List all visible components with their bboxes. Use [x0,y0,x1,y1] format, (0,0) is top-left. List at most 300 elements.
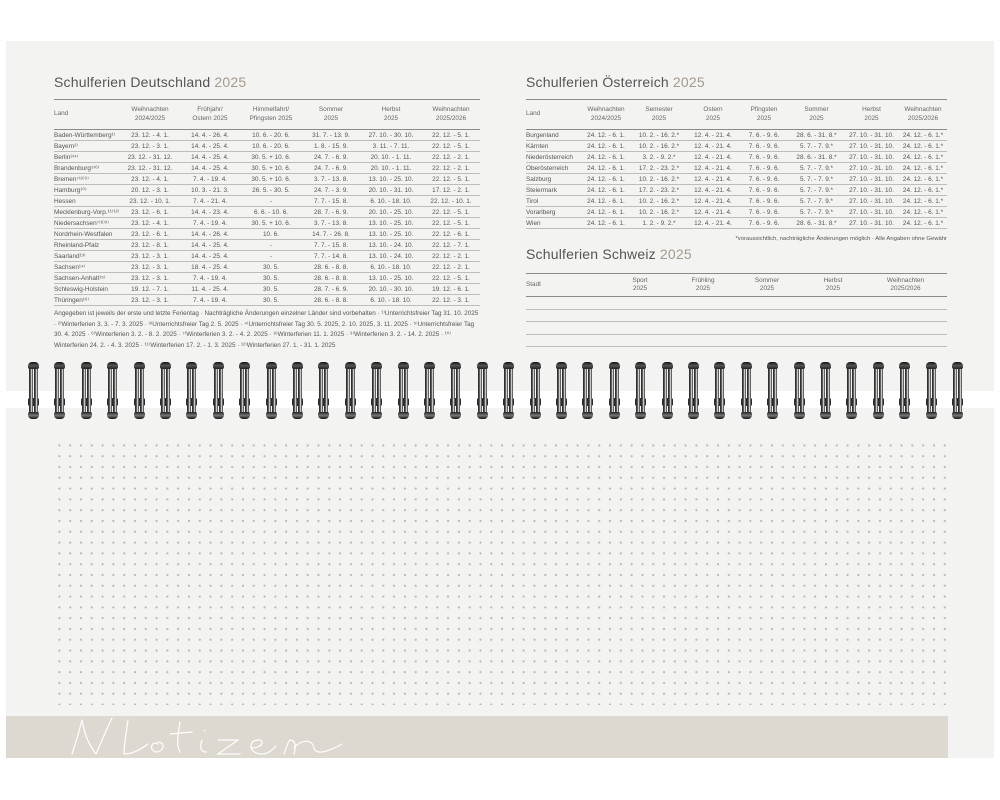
austria-date-cell: 27. 10. - 31. 10. [844,152,899,163]
switzerland-holiday-table [526,273,947,347]
austria-header-cell: Weihnachten 2024/2025 [581,100,631,130]
switzerland-empty-cell [606,297,674,310]
binding-ring [291,362,304,420]
austria-title-text: Schulferien Österreich [526,74,669,90]
binding-ring [951,362,964,420]
austria-date-cell: 5. 7. - 7. 9.* [789,163,844,174]
switzerland-empty-cell [802,297,864,310]
austria-date-cell: 10. 2. - 16. 2.* [631,207,687,218]
germany-region-cell: Sachsen¹⁴⁾ [54,262,120,273]
austria-table-row [526,163,947,174]
austria-date-cell: 28. 6. - 31. 8.* [789,152,844,163]
notizen-script-lettering [62,714,362,758]
austria-table-row [526,174,947,185]
germany-region-cell: Bayern²⁾ [54,141,120,152]
austria-date-cell: 10. 2. - 16. 2.* [631,174,687,185]
germany-date-cell: 28. 6. - 8. 8. [302,295,360,306]
germany-date-cell: 30. 5. [240,262,302,273]
binding-ring [740,362,753,420]
germany-date-cell: 19. 12. - 7. 1. [120,284,180,295]
austria-date-cell: 7. 6. - 9. 6. [739,163,789,174]
germany-date-cell: 22. 12. - 5. 1. [422,207,480,218]
germany-date-cell: 7. 7. - 15. 8. [302,196,360,207]
switzerland-empty-cell [864,334,947,347]
binding-ring [581,362,594,420]
switzerland-title [526,246,692,262]
germany-header-cell: Herbst 2025 [360,100,422,130]
austria-date-cell: 10. 2. - 16. 2.* [631,196,687,207]
austria-date-cell: 27. 10. - 31. 10. [844,174,899,185]
austria-date-cell: 24. 12. - 6. 1. [581,196,631,207]
germany-date-cell: 28. 6. - 8. 8. [302,262,360,273]
austria-date-cell: 3. 2. - 9. 2.* [631,152,687,163]
germany-date-cell: 14. 4. - 25. 4. [180,240,240,251]
germany-date-cell: 23. 12. - 4. 1. [120,218,180,229]
germany-date-cell: 28. 6. - 8. 8. [302,273,360,284]
germany-date-cell: 7. 4. - 19. 4. [180,174,240,185]
austria-date-cell: 12. 4. - 21. 4. [687,152,739,163]
switzerland-empty-cell [732,322,802,335]
spiral-binding [0,362,1000,420]
germany-date-cell: 23. 12. - 31. 12. [120,152,180,163]
germany-date-cell: 30. 5. [240,284,302,295]
germany-date-cell: 22. 12. - 5. 1. [422,273,480,284]
germany-date-cell: 17. 12. - 2. 1. [422,185,480,196]
austria-date-cell: 24. 12. - 6. 1.* [899,185,947,196]
germany-region-cell: Niedersachsen⁷⁾⁸⁾⁹⁾ [54,218,120,229]
germany-table-row [54,273,480,284]
germany-date-cell: 14. 4. - 25. 4. [180,251,240,262]
germany-region-cell: Rheinland-Pfalz [54,240,120,251]
germany-date-cell: 23. 12. - 3. 1. [120,273,180,284]
germany-date-cell: 14. 4. - 23. 4. [180,207,240,218]
binding-ring [238,362,251,420]
austria-date-cell: 7. 6. - 9. 6. [739,152,789,163]
germany-table-row [54,284,480,295]
binding-ring [555,362,568,420]
austria-date-cell: 24. 12. - 6. 1. [581,174,631,185]
germany-region-cell: Schleswig-Holstein [54,284,120,295]
germany-date-cell: 14. 4. - 25. 4. [180,152,240,163]
austria-date-cell: 17. 2. - 23. 2.* [631,185,687,196]
binding-ring [793,362,806,420]
switzerland-empty-cell [864,322,947,335]
germany-date-cell: 13. 10. - 25. 10. [360,218,422,229]
switzerland-empty-cell [864,309,947,322]
binding-ring [661,362,674,420]
germany-date-cell: 20. 12. - 3. 1. [120,185,180,196]
switzerland-empty-cell [674,334,732,347]
switzerland-header-cell: Weihnachten 2025/2026 [864,274,947,297]
austria-date-cell: 5. 7. - 7. 9.* [789,207,844,218]
austria-date-cell: 24. 12. - 6. 1.* [899,218,947,229]
germany-date-cell: 18. 4. - 25. 4. [180,262,240,273]
switzerland-empty-cell [864,297,947,310]
austria-date-cell: 24. 12. - 6. 1. [581,207,631,218]
dot-grid [54,440,954,705]
germany-date-cell: 3. 11. - 7. 11. [360,141,422,152]
germany-date-cell: 14. 4. - 26. 4. [180,229,240,240]
austria-date-cell: 27. 10. - 31. 10. [844,185,899,196]
holiday-page [6,41,994,391]
binding-ring [133,362,146,420]
germany-table-row [54,295,480,306]
germany-date-cell: 30. 5. [240,273,302,284]
germany-date-cell: 13. 10. - 24. 10. [360,240,422,251]
germany-date-cell: 31. 7. - 13. 9. [302,130,360,141]
switzerland-empty-cell [674,297,732,310]
austria-date-cell: 10. 2. - 16. 2.* [631,130,687,141]
austria-header-cell: Pfingsten 2025 [739,100,789,130]
austria-date-cell: 24. 12. - 6. 1.* [899,130,947,141]
austria-region-cell: Steiermark [526,185,581,196]
austria-date-cell: 7. 6. - 9. 6. [739,218,789,229]
germany-date-cell: 11. 4. - 25. 4. [180,284,240,295]
germany-date-cell: 22. 12. - 5. 1. [422,130,480,141]
binding-ring [449,362,462,420]
germany-date-cell: 14. 7. - 26. 8. [302,229,360,240]
germany-table-row [54,240,480,251]
switzerland-header-cell: Herbst 2025 [802,274,864,297]
binding-ring [713,362,726,420]
austria-date-cell: 24. 12. - 6. 1.* [899,152,947,163]
austria-header-cell: Weihnachten 2025/2026 [899,100,947,130]
germany-date-cell: 28. 7. - 6. 9. [302,207,360,218]
binding-ring [687,362,700,420]
germany-date-cell: 20. 10. - 25. 10. [360,207,422,218]
austria-date-cell: 7. 6. - 9. 6. [739,174,789,185]
germany-table-row [54,163,480,174]
austria-header-cell: Semester 2025 [631,100,687,130]
germany-date-cell: - [240,196,302,207]
germany-region-cell: Berlin³⁾⁴⁾ [54,152,120,163]
austria-date-cell: 28. 6. - 31. 8.* [789,218,844,229]
germany-region-cell: Saarland¹³⁾ [54,251,120,262]
austria-table-header [526,100,947,130]
austria-date-cell: 24. 12. - 6. 1.* [899,174,947,185]
germany-date-cell: 20. 10. - 30. 10. [360,284,422,295]
binding-ring [344,362,357,420]
germany-date-cell: 22. 12. - 2. 1. [422,262,480,273]
binding-ring [159,362,172,420]
switzerland-empty-cell [606,334,674,347]
austria-date-cell: 7. 6. - 9. 6. [739,196,789,207]
austria-title [526,74,705,90]
austria-table-row [526,185,947,196]
binding-ring [476,362,489,420]
germany-table-row [54,196,480,207]
austria-table-row [526,196,947,207]
germany-header-cell: Himmelfahrt/ Pfingsten 2025 [240,100,302,130]
germany-table-row [54,174,480,185]
germany-date-cell: 28. 7. - 6. 9. [302,284,360,295]
germany-region-cell: Baden-Württemberg¹⁾ [54,130,120,141]
austria-date-cell: 1. 2. - 9. 2.* [631,218,687,229]
notes-page [6,408,994,758]
germany-title [54,74,246,90]
switzerland-empty-cell [802,322,864,335]
austria-header-cell: Sommer 2025 [789,100,844,130]
germany-date-cell: 10. 6. - 20. 6. [240,141,302,152]
germany-date-cell: 7. 4. - 19. 4. [180,273,240,284]
switzerland-empty-cell [526,334,606,347]
germany-date-cell: 23. 12. - 8. 1. [120,240,180,251]
binding-ring [212,362,225,420]
switzerland-empty-cell [732,334,802,347]
austria-date-cell: 7. 6. - 9. 6. [739,207,789,218]
germany-date-cell: 30. 5. + 10. 6. [240,152,302,163]
germany-header-cell: Land [54,100,120,130]
austria-header-cell: Ostern 2025 [687,100,739,130]
germany-date-cell: 30. 5. + 10. 6. [240,218,302,229]
germany-date-cell: 22. 12. - 3. 1. [422,295,480,306]
austria-region-cell: Wien [526,218,581,229]
switzerland-empty-cell [526,309,606,322]
germany-table-row [54,141,480,152]
germany-date-cell: 23. 12. - 6. 1. [120,207,180,218]
austria-region-cell: Vorarlberg [526,207,581,218]
austria-date-cell: 5. 7. - 7. 9.* [789,185,844,196]
germany-date-cell: 20. 10. - 31. 10. [360,185,422,196]
germany-date-cell: 24. 7. - 6. 9. [302,163,360,174]
germany-header-cell: Weihnachten 2024/2025 [120,100,180,130]
switzerland-empty-cell [526,322,606,335]
germany-date-cell: 3. 7. - 13. 8. [302,174,360,185]
germany-date-cell: 3. 7. - 13. 8. [302,218,360,229]
binding-ring [766,362,779,420]
germany-date-cell: 27. 10. - 30. 10. [360,130,422,141]
switzerland-table-row [526,297,947,310]
austria-region-cell: Tirol [526,196,581,207]
germany-date-cell: 22. 12. - 2. 1. [422,251,480,262]
binding-ring [502,362,515,420]
germany-table-row [54,207,480,218]
austria-date-cell: 12. 4. - 21. 4. [687,130,739,141]
germany-date-cell: 7. 4. - 21. 4. [180,196,240,207]
germany-date-cell: 20. 10. - 1. 11. [360,152,422,163]
austria-date-cell: 17. 2. - 23. 2.* [631,163,687,174]
germany-date-cell: 13. 10. - 24. 10. [360,251,422,262]
binding-ring [185,362,198,420]
switzerland-empty-cell [606,322,674,335]
austria-date-cell: 24. 12. - 6. 1.* [899,207,947,218]
binding-ring [925,362,938,420]
germany-date-cell: 14. 4. - 25. 4. [180,163,240,174]
austria-date-cell: 24. 12. - 6. 1. [581,218,631,229]
germany-date-cell: - [240,251,302,262]
austria-table-row [526,152,947,163]
switzerland-table-row [526,334,947,347]
austria-date-cell: 27. 10. - 31. 10. [844,218,899,229]
switzerland-table-row [526,322,947,335]
switzerland-header-cell: Sport 2025 [606,274,674,297]
austria-date-cell: 24. 12. - 6. 1. [581,130,631,141]
austria-date-cell: 12. 4. - 21. 4. [687,174,739,185]
germany-date-cell: 10. 6. - 20. 6. [240,130,302,141]
germany-date-cell: 7. 4. - 19. 4. [180,218,240,229]
germany-date-cell: 7. 7. - 14. 8. [302,251,360,262]
binding-ring [634,362,647,420]
austria-date-cell: 24. 12. - 6. 1.* [899,196,947,207]
germany-region-cell: Brandenburg⁵⁾⁶⁾ [54,163,120,174]
germany-date-cell: 22. 12. - 10. 1. [422,196,480,207]
austria-date-cell: 12. 4. - 21. 4. [687,163,739,174]
germany-date-cell: 19. 12. - 6. 1. [422,284,480,295]
switzerland-empty-cell [606,309,674,322]
austria-date-cell: 5. 7. - 7. 9.* [789,196,844,207]
germany-region-cell: Thüringen¹⁶⁾ [54,295,120,306]
switzerland-header-cell: Frühling 2025 [674,274,732,297]
switzerland-title-year: 2025 [659,246,692,262]
germany-date-cell: 14. 4. - 25. 4. [180,141,240,152]
germany-header-cell: Sommer 2025 [302,100,360,130]
germany-date-cell: 22. 12. - 2. 1. [422,152,480,163]
germany-date-cell: 30. 5. + 10. 6. [240,174,302,185]
austria-date-cell: 7. 6. - 9. 6. [739,130,789,141]
austria-date-cell: 28. 6. - 31. 8.* [789,130,844,141]
switzerland-header-cell: Sommer 2025 [732,274,802,297]
germany-date-cell: 6. 10. - 18. 10. [360,295,422,306]
germany-title-text: Schulferien Deutschland [54,74,211,90]
switzerland-table-header [526,274,947,297]
germany-table-row [54,229,480,240]
germany-date-cell: 20. 10. - 1. 11. [360,163,422,174]
austria-date-cell: 12. 4. - 21. 4. [687,218,739,229]
austria-date-cell: 27. 10. - 31. 10. [844,163,899,174]
germany-region-cell: Hessen [54,196,120,207]
austria-date-cell: 27. 10. - 31. 10. [844,141,899,152]
germany-date-cell: 23. 12. - 31. 12. [120,163,180,174]
austria-date-cell: 27. 10. - 31. 10. [844,207,899,218]
germany-holiday-table [54,99,480,306]
switzerland-empty-cell [802,334,864,347]
binding-ring [53,362,66,420]
germany-region-cell: Bremen⁷⁾⁸⁾⁹⁾ [54,174,120,185]
germany-title-year: 2025 [214,74,247,90]
austria-date-cell: 24. 12. - 6. 1. [581,141,631,152]
switzerland-title-text: Schulferien Schweiz [526,246,656,262]
germany-date-cell: 1. 8. - 15. 9. [302,141,360,152]
germany-table-row [54,218,480,229]
binding-ring [529,362,542,420]
germany-date-cell: 24. 7. - 6. 9. [302,152,360,163]
binding-ring [317,362,330,420]
binding-ring [370,362,383,420]
germany-date-cell: 30. 5. [240,295,302,306]
germany-date-cell: 13. 10. - 25. 10. [360,273,422,284]
germany-region-cell: Nordrhein-Westfalen [54,229,120,240]
germany-date-cell: 23. 12. - 3. 1. [120,262,180,273]
austria-date-cell: 12. 4. - 21. 4. [687,141,739,152]
switzerland-empty-cell [526,297,606,310]
austria-region-cell: Oberösterreich [526,163,581,174]
austria-region-cell: Kärnten [526,141,581,152]
germany-table-row [54,130,480,141]
austria-title-year: 2025 [672,74,705,90]
austria-table-row [526,130,947,141]
binding-ring [423,362,436,420]
germany-date-cell: 22. 12. - 5. 1. [422,218,480,229]
switzerland-empty-cell [802,309,864,322]
germany-date-cell: 23. 12. - 3. 1. [120,141,180,152]
austria-date-cell: 12. 4. - 21. 4. [687,196,739,207]
germany-date-cell: 22. 12. - 2. 1. [422,163,480,174]
austria-header-cell: Herbst 2025 [844,100,899,130]
germany-table-header [54,100,480,130]
germany-date-cell: 22. 12. - 5. 1. [422,174,480,185]
austria-table-row [526,141,947,152]
austria-holiday-table [526,99,947,229]
austria-date-cell: 27. 10. - 31. 10. [844,130,899,141]
germany-date-cell: 14. 4. - 26. 4. [180,130,240,141]
germany-date-cell: 30. 5. + 10. 6. [240,163,302,174]
germany-date-cell: 23. 12. - 3. 1. [120,251,180,262]
binding-ring [819,362,832,420]
germany-date-cell: 23. 12. - 6. 1. [120,229,180,240]
austria-date-cell: 7. 6. - 9. 6. [739,185,789,196]
austria-date-cell: 10. 2. - 16. 2.* [631,141,687,152]
austria-date-cell: 12. 4. - 21. 4. [687,185,739,196]
switzerland-table-row [526,309,947,322]
germany-footnote: Angegeben ist jeweils der erste und letzte Ferientag · Nachträgliche Änderungen einzelner Länder sind vorbehalten · ¹⁾Unterrichtsfreier Tag 31. 10. 2025 · ²⁾Winterferien 3. 3. - 7. 3. 2025 · ³⁾Unterrichtsfreier Tag 2. 5. 2025 · ⁴⁾Unterrichtsfreier Tag 30. 5. 2025, 2. 10. 2025, 3. 11. 2025 · ⁵⁾Unterrichtsfreier Tag 30. 4. 2025 · ⁶⁾Winterferien 3. 2. - 8. 2. 2025 · ⁷⁾Winterferien 3. 2. - 4. 2. 2025 · ⁸⁾Winterferien 11. 1. 2025 · ⁹⁾Winterferien 3. 2. - 14. 2. 2025 · ¹⁰⁾Winterferien 24. 2. - 4. 3. 2025 · ¹¹⁾Winterferien 17. 2. - 1. 3. 2025 · ¹²⁾Winterferien 27. 1. - 31. 1. 2025 [54,310,479,349]
germany-date-cell: 22. 12. - 5. 1. [422,141,480,152]
germany-date-cell: 10. 3. - 21. 3. [180,185,240,196]
switzerland-empty-cell [732,309,802,322]
austria-region-cell: Burgenland [526,130,581,141]
binding-ring [608,362,621,420]
germany-date-cell: 6. 10. - 18. 10. [360,196,422,207]
germany-date-cell: 23. 12. - 10. 1. [120,196,180,207]
germany-header-cell: Weihnachten 2025/2026 [422,100,480,130]
austria-header-cell: Land [526,100,581,130]
austria-table-row [526,207,947,218]
germany-date-cell: 26. 5. - 30. 5. [240,185,302,196]
austria-date-cell: 24. 12. - 6. 1. [581,185,631,196]
austria-date-cell: 7. 6. - 9. 6. [739,141,789,152]
austria-date-cell: 5. 7. - 7. 9.* [789,141,844,152]
austria-date-cell: 27. 10. - 31. 10. [844,196,899,207]
germany-table-row [54,185,480,196]
germany-date-cell: 13. 10. - 25. 10. [360,174,422,185]
binding-ring [27,362,40,420]
austria-table-row [526,218,947,229]
switzerland-empty-cell [732,297,802,310]
germany-date-cell: 22. 12. - 6. 1. [422,229,480,240]
germany-date-cell: 6. 10. - 18. 10. [360,262,422,273]
austria-date-cell: 24. 12. - 6. 1. [581,163,631,174]
binding-ring [80,362,93,420]
binding-ring [898,362,911,420]
germany-date-cell: 10. 6. [240,229,302,240]
germany-date-cell: - [240,240,302,251]
switzerland-header-cell: Stadt [526,274,606,297]
germany-date-cell: 7. 4. - 19. 4. [180,295,240,306]
germany-date-cell: 24. 7. - 3. 9. [302,185,360,196]
germany-date-cell: 23. 12. - 4. 1. [120,130,180,141]
germany-region-cell: Mecklenburg-Vorp.¹¹⁾¹²⁾ [54,207,120,218]
binding-ring [872,362,885,420]
austria-region-cell: Salzburg [526,174,581,185]
germany-date-cell: 13. 10. - 25. 10. [360,229,422,240]
switzerland-empty-cell [674,322,732,335]
austria-date-cell: 12. 4. - 21. 4. [687,207,739,218]
germany-date-cell: 23. 12. - 3. 1. [120,295,180,306]
austria-date-cell: 5. 7. - 7. 9.* [789,174,844,185]
germany-date-cell: 7. 7. - 15. 8. [302,240,360,251]
germany-table-row [54,152,480,163]
binding-ring [106,362,119,420]
germany-date-cell: 23. 12. - 4. 1. [120,174,180,185]
